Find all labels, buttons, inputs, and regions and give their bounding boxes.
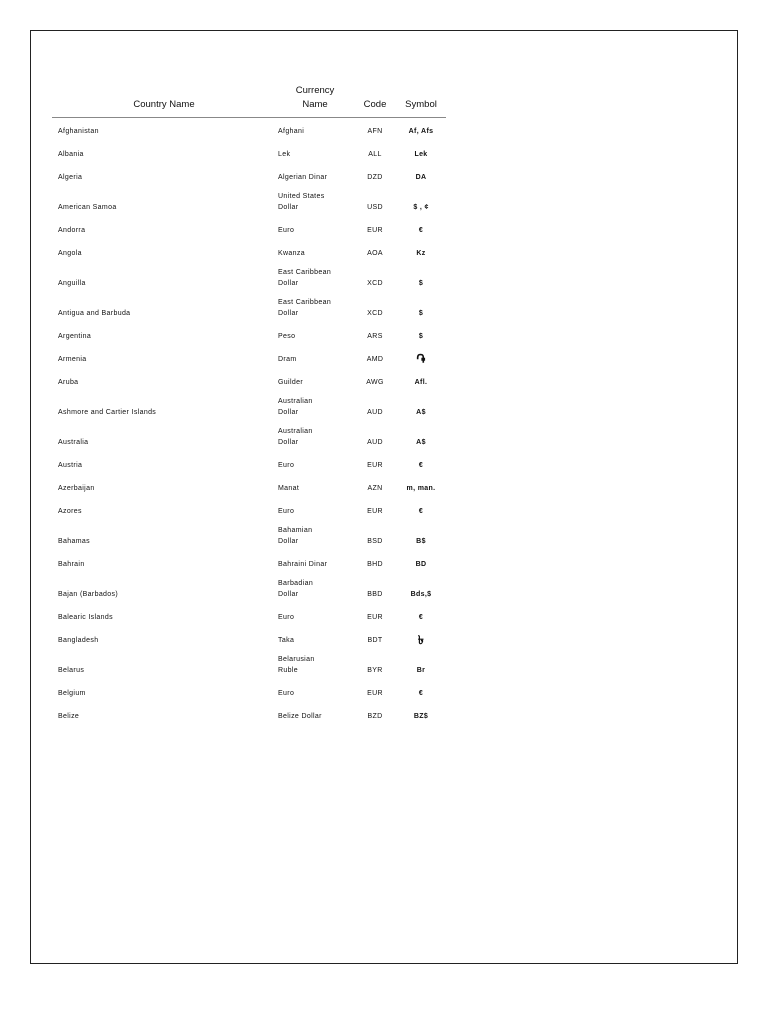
currency-cell: Dram [278, 356, 297, 363]
currency-cell: Bahraini Dinar [278, 561, 328, 568]
table-row [52, 707, 446, 730]
currency-cell: United States Dollar [278, 193, 325, 211]
currency-cell: Manat [278, 485, 300, 492]
currency-cell: Algerian Dinar [278, 174, 328, 181]
symbol-cell: ֏ [416, 352, 426, 366]
currency-cell: Belarusian Ruble [278, 656, 315, 674]
code-cell: AWG [366, 379, 384, 386]
country-cell: Argentina [58, 333, 92, 340]
table-row [52, 525, 446, 555]
country-cell: Bajan (Barbados) [58, 591, 119, 598]
code-cell: BDT [367, 637, 383, 644]
country-cell: Belarus [58, 667, 85, 674]
code-cell: EUR [367, 508, 383, 515]
code-cell: AMD [366, 356, 384, 363]
symbol-cell: $ [418, 280, 424, 287]
country-cell: Angola [58, 250, 82, 257]
currency-cell: Australian Dollar [278, 428, 313, 446]
currency-cell: Belize Dollar [278, 713, 322, 720]
header-currency-name: Currency Name [276, 84, 354, 118]
symbol-cell: Kz [416, 250, 426, 257]
table-row [52, 654, 446, 684]
currency-cell: Euro [278, 462, 295, 469]
table-header [52, 84, 446, 118]
symbol-cell: € [418, 508, 424, 515]
country-cell: Austria [58, 462, 83, 469]
table-row [52, 297, 446, 327]
symbol-cell: B$ [416, 538, 426, 545]
table-row [52, 244, 446, 267]
symbol-cell: m, man. [406, 485, 436, 492]
table-row [52, 145, 446, 168]
currency-cell: East Caribbean Dollar [278, 299, 332, 317]
table-body [52, 118, 446, 731]
currency-cell: Lek [278, 151, 291, 158]
code-cell: BYR [367, 667, 383, 674]
code-cell: BZD [367, 713, 383, 720]
symbol-cell: $ [418, 333, 424, 340]
country-cell: Belize [58, 713, 80, 720]
symbol-cell: A$ [416, 409, 426, 416]
country-cell: Azerbaijan [58, 485, 95, 492]
country-cell: Bangladesh [58, 637, 99, 644]
country-cell: Bahrain [58, 561, 85, 568]
code-cell: AZN [367, 485, 383, 492]
symbol-cell: $ [418, 310, 424, 317]
code-cell: XCD [367, 280, 383, 287]
country-cell: Albania [58, 151, 84, 158]
symbol-cell: € [418, 614, 424, 621]
symbol-cell: Bds,$ [410, 591, 432, 598]
code-cell: ALL [368, 151, 382, 158]
table-row [52, 373, 446, 396]
symbol-cell: BZ$ [413, 713, 429, 720]
country-cell: Afghanistan [58, 128, 99, 135]
code-cell: AOA [367, 250, 383, 257]
code-cell: EUR [367, 227, 383, 234]
table-row [52, 267, 446, 297]
symbol-cell: Af, Afs [408, 128, 434, 135]
country-cell: Anguilla [58, 280, 86, 287]
table-row [52, 396, 446, 426]
code-cell: AUD [367, 439, 383, 446]
code-cell: AUD [367, 409, 383, 416]
symbol-cell: DA [415, 174, 427, 181]
symbol-cell: € [418, 690, 424, 697]
country-cell: Ashmore and Cartier Islands [58, 409, 157, 416]
symbol-cell: Br [416, 667, 426, 674]
table-row [52, 578, 446, 608]
currency-cell: Peso [278, 333, 296, 340]
code-cell: BSD [367, 538, 383, 545]
country-cell: Belgium [58, 690, 86, 697]
symbol-cell: A$ [416, 439, 426, 446]
currency-cell: Australian Dollar [278, 398, 313, 416]
table-row [52, 221, 446, 244]
currency-cell: East Caribbean Dollar [278, 269, 332, 287]
country-cell: Andorra [58, 227, 86, 234]
country-cell: Balearic Islands [58, 614, 114, 621]
symbol-cell: BD [415, 561, 427, 568]
currency-cell: Euro [278, 508, 295, 515]
symbol-cell: $ , ¢ [413, 204, 429, 211]
header-code: Code [354, 84, 396, 118]
code-cell: DZD [367, 174, 383, 181]
country-cell: Armenia [58, 356, 87, 363]
country-cell: American Samoa [58, 204, 117, 211]
currency-cell: Bahamian Dollar [278, 527, 313, 545]
currency-cell: Euro [278, 690, 295, 697]
country-cell: Antigua and Barbuda [58, 310, 131, 317]
code-cell: EUR [367, 690, 383, 697]
table-row [52, 350, 446, 373]
currency-cell: Barbadian Dollar [278, 580, 314, 598]
code-cell: XCD [367, 310, 383, 317]
table-row [52, 479, 446, 502]
code-cell: EUR [367, 614, 383, 621]
code-cell: BBD [367, 591, 383, 598]
country-cell: Australia [58, 439, 89, 446]
code-cell: ARS [367, 333, 383, 340]
country-cell: Bahamas [58, 538, 91, 545]
code-cell: EUR [367, 462, 383, 469]
table-row [52, 191, 446, 221]
currency-cell: Guilder [278, 379, 304, 386]
table-row [52, 631, 446, 654]
currency-cell: Afghani [278, 128, 305, 135]
code-cell: BHD [367, 561, 383, 568]
currency-cell: Euro [278, 614, 295, 621]
table-row [52, 426, 446, 456]
table-row [52, 555, 446, 578]
table-row [52, 327, 446, 350]
country-cell: Azores [58, 508, 82, 515]
country-cell: Algeria [58, 174, 83, 181]
currency-cell: Kwanza [278, 250, 306, 257]
currency-cell: Taka [278, 637, 295, 644]
table-row [52, 118, 446, 146]
header-country-name: Country Name [52, 84, 276, 118]
currency-table [52, 84, 446, 730]
header-symbol: Symbol [396, 84, 446, 118]
symbol-cell: Lek [414, 151, 428, 158]
table-row [52, 502, 446, 525]
currency-cell: Euro [278, 227, 295, 234]
country-cell: Aruba [58, 379, 79, 386]
table-row [52, 168, 446, 191]
code-cell: AFN [367, 128, 383, 135]
symbol-cell: € [418, 462, 424, 469]
symbol-cell: Afl. [414, 379, 428, 386]
symbol-cell: € [418, 227, 424, 234]
table-row [52, 456, 446, 479]
symbol-cell: ৳ [417, 633, 425, 647]
code-cell: USD [367, 204, 383, 211]
table-row [52, 608, 446, 631]
table-row [52, 684, 446, 707]
